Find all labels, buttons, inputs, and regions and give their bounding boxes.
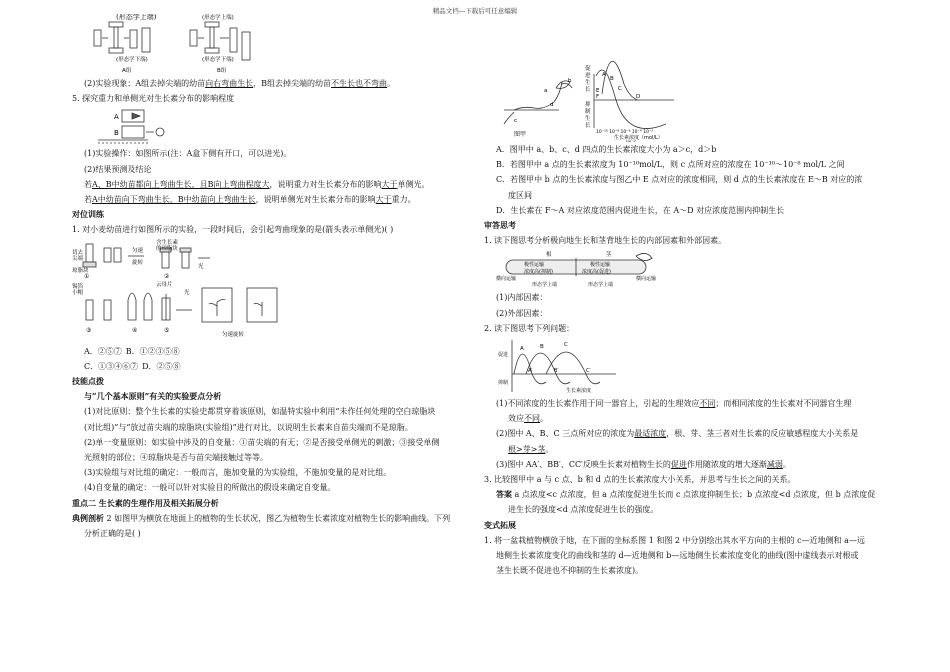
q5c1-d: 大于	[381, 179, 398, 189]
q1-t6: 切去	[72, 249, 84, 256]
answer-line-2: 进生长的强度<d 点浓度促进生长的强度。	[508, 505, 659, 515]
ylabel-1: 促	[585, 66, 591, 72]
curve-a: A	[520, 346, 524, 353]
fig-l5: 浓度高(促进)	[582, 269, 611, 276]
skill-line-1: (1)对比原则：整个生长素的实验史都贯穿着该原则，如温特实验中利用“未作任何处理的空白琼脂块	[84, 407, 436, 417]
q5-conclusion-1	[72, 177, 470, 192]
review-q2-1	[484, 396, 882, 411]
q1-option-a: A．②⑤⑦	[84, 346, 122, 356]
pt-c: C	[618, 86, 622, 92]
q1-t4: 旋转	[132, 259, 144, 266]
review-q1-internal: (1)内部因素：	[496, 293, 548, 303]
section-skill: 技能点拨	[72, 376, 104, 387]
review-q2: 2. 读下图思考下列问题：	[484, 323, 575, 333]
fig-jing: 茎	[606, 252, 612, 259]
phenom-text-3: 。	[387, 79, 395, 88]
q23-c: 作用随浓度的增大逐渐	[686, 459, 767, 469]
fig-gen: 根	[546, 252, 552, 259]
q5c2-e: 重力。	[391, 195, 416, 205]
option-d: D．生长素在 F～A 对应浓度范围内促进生长，在 A～D 对应浓度范围内抑制生长	[496, 205, 785, 215]
q22b-b: 。	[545, 444, 554, 454]
q5-label-b: B	[114, 129, 119, 138]
skill-line-6: (4)自变量的确定：一般可以针对实验目的所做出的假设来确定自变量。	[84, 483, 336, 493]
x-ticks: 10⁻¹⁰ 10⁻⁸ 10⁻⁶ 10⁻⁴ 10⁻²	[596, 130, 654, 135]
q1-t12: 锡箔	[72, 283, 84, 290]
skill-line-2: (对比组)”与“放过苗尖端的琼脂块(实验组)”进行对比，以说明生长素来自苗尖端而不是琼脂。	[84, 422, 413, 432]
q1-t7: 尖端	[72, 255, 84, 262]
right-column	[484, 14, 882, 578]
extension-line-3: 茎生长既不促进也不抑制的生长素浓度)。	[496, 566, 644, 576]
q21b-b: 不同	[524, 414, 540, 424]
figure-q1	[72, 238, 470, 344]
ylabel2-3: 生	[585, 116, 591, 122]
example-line-1	[72, 511, 470, 526]
ab-groups-drawing	[72, 14, 470, 76]
figure-ab-groups	[72, 14, 470, 76]
fig-l3: 横向运输	[496, 276, 517, 283]
plant-label-b: b	[568, 78, 572, 84]
caption-b: B组	[217, 68, 227, 74]
plant-label-a: a	[544, 88, 548, 94]
q23-d: 减弱	[766, 459, 783, 469]
page-header: 精品文档---下载后可任意编辑	[432, 7, 518, 15]
q5c2-b: A中幼苗向下弯曲生长，B中幼苗向上弯曲生长	[92, 195, 256, 205]
ylabel2-1: 抑	[585, 102, 591, 108]
q5c2-a: 若	[84, 195, 92, 205]
fig-l2: 极性运输	[590, 262, 611, 269]
q1-t3: 匀速	[132, 247, 144, 254]
abc-curves-drawing	[496, 336, 626, 396]
caption-a: A组	[122, 68, 132, 74]
q5-step-2: (2)结果预测及结论	[84, 164, 152, 174]
pt-a: A	[602, 72, 606, 78]
review-q3: 3. 比较图甲中 a 与 c 点、b 和 d 点的生长素浓度大小关系，并思考与生长之间的关系。	[484, 475, 796, 485]
q1-label-4: ④	[132, 326, 138, 334]
answer-lead: 答案	[496, 489, 512, 500]
q1-label-2: ②	[164, 272, 170, 280]
review-q1: 1. 读下图思考分析极向地生长和茎背地生长的内部因素和外部因素。	[484, 236, 727, 246]
option-a: A．图甲中 a、b、c、d 四点的生长素浓度大小为 a＞c，d＞b	[496, 145, 717, 154]
fig-l4: 浓度高(抑制)	[524, 269, 553, 276]
q1-t2: 的琼脂块	[156, 245, 179, 252]
q21b-c: 。	[540, 414, 548, 424]
answer-text: a 点浓度<c 点浓度，但 a 点浓度促进生长而 c 点浓度抑制生长；b 点浓度<d 点浓度，但 b 点浓度促	[512, 490, 876, 500]
example-lead: 典例剖析	[72, 512, 104, 523]
q1-t13: 小帽	[72, 289, 84, 296]
curve-a2: A′	[528, 368, 533, 375]
root-stem-drawing	[496, 248, 666, 290]
option-c-cont: 度区间	[508, 190, 532, 200]
phenom-text-1: (2)实验现象：A组去掉尖端的幼苗	[84, 79, 206, 88]
q5-drawing	[84, 106, 204, 146]
q22-a: (2)图中 A、B、C 三点所对应的浓度为	[496, 429, 635, 439]
curve-y2: 抑制	[498, 380, 509, 387]
review-q2-2b	[484, 442, 882, 457]
skill-line-4: 光照射的部位；④琼脂块是否与苗尖端接触过等等。	[84, 453, 268, 463]
q5-step-1: (1)实验操作：如图所示(注：A盒下侧有开口，可以进光)。	[84, 149, 292, 159]
skill-line-5: (3)实验组与对比组的确定：一般而言，施加变量的为实验组，不施加变量的是对比组。	[84, 468, 392, 478]
curve-y1: 促进	[498, 352, 509, 359]
q21-c: ；而相同浓度的生长素对不同器官生理	[715, 399, 852, 409]
section-key-point-2: 重点二 生长素的生理作用及相关拓展分析	[72, 497, 219, 508]
curve-b2: B′	[554, 368, 559, 375]
pt-f: F	[596, 94, 600, 100]
q23-b: 促进	[670, 459, 687, 469]
section-review: 审答思考	[484, 220, 516, 231]
left-column	[72, 14, 470, 541]
question-5-title: 5. 探究重力和单侧光对生长素分布的影响程度	[72, 94, 235, 104]
q1-t9: 云母片	[156, 281, 173, 288]
q5c2-c: ，说明单侧光对生长素分布的影响	[255, 195, 376, 205]
q1-t5: 光	[198, 263, 204, 270]
q1-label-1: ①	[84, 272, 90, 280]
plant-label-c: c	[514, 118, 518, 124]
q5c1-c: ，说明重力对生长素分布的影响	[269, 179, 382, 189]
label-upper-a: (形态学上端)	[116, 14, 157, 21]
q22b-a: 根>芽>茎	[508, 444, 546, 454]
option-c: C．若图甲中 b 点的生长素浓度与图乙中 E 点对应的浓度相同，则 d 点的生长素浓度在 E～B 对应的浓	[496, 175, 863, 185]
q1-label-5: ⑤	[164, 326, 170, 334]
q1-options-cd	[72, 359, 470, 374]
q1-option-d: D．②⑤⑧	[142, 361, 181, 371]
fig-l6: 横向运输	[636, 276, 657, 283]
q5-conclusion-2	[72, 192, 470, 207]
q21-b: 不同	[699, 399, 716, 409]
q5c1-e: 单侧光。	[397, 179, 430, 189]
pt-e: E	[596, 88, 600, 94]
caption-jia: 图甲	[514, 131, 527, 138]
jia-yi-drawing	[484, 14, 882, 142]
q22-c: ，根、芽、茎三者对生长素的反应敏感程度大小关系是	[666, 429, 859, 439]
q1-option-b: B．①②③⑤⑧	[125, 346, 180, 356]
q1-t8: 琼脂块	[72, 267, 89, 274]
q5c1-b: A、B中幼苗都向上弯曲生长，且B向上弯曲程度大	[92, 179, 270, 189]
review-q1-external: (2)外部因素：	[496, 308, 548, 318]
review-q2-2	[484, 426, 882, 441]
q5c1-a: 若	[84, 179, 92, 189]
section-training: 对位训练	[72, 209, 104, 220]
figure-abc-curves	[484, 336, 882, 396]
training-q1: 1. 对小麦幼苗进行如图所示的实验，一段时间后，会引起弯曲现象的是(箭头表示单侧光)( )	[72, 225, 394, 235]
figure-q5	[72, 106, 470, 146]
x-label: 生长素浓度（mol/L）	[614, 135, 663, 141]
fig-l1: 极性运输	[524, 262, 545, 269]
curve-c: C	[564, 342, 568, 349]
extension-line-2: 地侧生长素浓度变化的曲线和茎的 d—近地侧和 b—远地侧生长素浓度变化的曲线(图中虚线表示对根或	[496, 551, 859, 561]
q22-b: 最适浓度	[634, 429, 667, 439]
label-upper-b: (形态学上端)	[202, 15, 234, 21]
q21b-a: 效应	[508, 414, 524, 424]
example-line-2: 分析正确的是( )	[84, 529, 141, 539]
q1-options-ab	[72, 344, 470, 359]
answer-line-1	[484, 487, 882, 502]
q1-t11: 匀速旋转	[222, 331, 245, 338]
q5-label-a: A	[114, 113, 119, 122]
phenom-text-2: ，B组去掉尖端的幼苗	[253, 79, 331, 88]
ylabel-2: 进	[585, 73, 591, 79]
ylabel2-4: 长	[585, 123, 591, 129]
q21-a: (1)不同浓度的生长素作用于同一器官上，引起的生理效应	[496, 399, 700, 409]
label-lower-a: (形态学下端)	[116, 57, 148, 63]
q1-t1: 含生长素	[156, 239, 179, 246]
curve-b: B	[540, 344, 544, 351]
phenomenon-line	[72, 76, 470, 91]
example-text: 2 如图甲为横放在地面上的植物的生长状况，图乙为植物生长素浓度对植物生长的影响曲线。下列	[104, 513, 451, 523]
q1-t10: 光	[184, 289, 190, 296]
extension-line-1: 1. 将一盆栽植物横放于地，在下面的坐标系图 1 和图 2 中分别绘出其水平方向的主根的 c—近地侧和 a—远	[484, 535, 865, 545]
ylabel-3: 生	[585, 80, 591, 86]
fig-l8: 形态学上端	[588, 282, 614, 289]
review-q2-3	[484, 457, 882, 472]
ylabel2-2: 制	[585, 109, 591, 115]
figure-jia-yi	[484, 14, 882, 142]
pt-b: B	[610, 76, 614, 82]
skill-line-3: (2)单一变量原则：如实验中涉及的自变量：①苗尖端的有无；②是否接受单侧光的刺激；③接受单侧	[84, 437, 440, 447]
skill-title: 与“几个基本原则”有关的实验要点分析	[84, 391, 222, 402]
review-q2-1b	[484, 411, 882, 426]
curve-x: 生长素浓度	[566, 388, 592, 395]
q5c2-d: 大于	[375, 195, 392, 205]
phenom-answer-2: 不生长也不弯曲	[331, 79, 387, 88]
option-b: B．若图甲中 a 点的生长素浓度为 10⁻¹⁰mol/L，则 c 点所对应的浓度在 10⁻¹⁰～10⁻⁸ mol/L 之间	[496, 160, 845, 170]
ylabel-4: 长	[585, 87, 591, 93]
plant-label-d: d	[550, 102, 554, 108]
phenom-answer-1: 向右弯曲生长	[205, 79, 254, 88]
q1-option-c: C．①③④⑥⑦	[84, 361, 139, 371]
label-lower-b: (形态学下端)	[202, 57, 234, 63]
section-extension: 变式拓展	[484, 519, 516, 530]
q1-drawing	[72, 238, 470, 344]
figure-root-stem	[484, 248, 882, 290]
q23-e: 。	[782, 459, 791, 469]
curve-c2: C′	[586, 368, 591, 375]
q1-label-3: ③	[86, 326, 92, 334]
q23-a: (3)图中 AA′、BB′、CC′反映生长素对植物生长的	[496, 459, 671, 469]
pt-d: D	[636, 94, 641, 100]
fig-l7: 形态学上端	[532, 282, 558, 289]
